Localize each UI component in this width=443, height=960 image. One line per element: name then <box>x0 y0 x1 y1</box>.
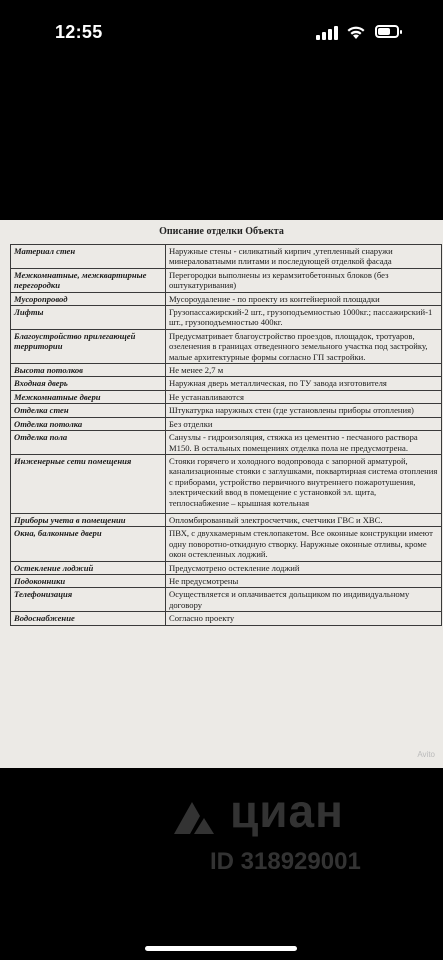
row-value: Грузопассажирский-2 шт., грузоподъемностью 1000кг.; пассажирский-1 шт., грузоподъемностью 400кг. <box>166 306 442 330</box>
row-value: Штукатурка наружных стен (где установлены приборы отопления) <box>166 404 442 417</box>
table-row <box>11 513 442 526</box>
table-row <box>11 377 442 390</box>
row-label: Межкомнатные двери <box>11 390 166 403</box>
row-label: Окна, балконные двери <box>11 527 166 561</box>
row-label: Инженерные сети помещения <box>11 454 166 513</box>
cellular-signal-icon <box>316 26 340 40</box>
row-value: Предусмотрено остекление лоджий <box>166 561 442 574</box>
table-row <box>11 574 442 587</box>
battery-icon <box>375 25 399 38</box>
cian-logo-icon <box>170 790 220 840</box>
table-row <box>11 245 442 269</box>
table-row <box>11 454 442 513</box>
status-bar <box>0 0 443 62</box>
row-value: Не устанавливаются <box>166 390 442 403</box>
avito-watermark: Avito <box>417 750 435 759</box>
row-value: Опломбированный электросчетчик, счетчики ГВС и ХВС. <box>166 513 442 526</box>
row-label: Водоснабжение <box>11 612 166 625</box>
document-title: Описание отделки Объекта <box>159 226 284 237</box>
clock: 12:55 <box>55 22 103 42</box>
row-label: Отделка потолка <box>11 417 166 430</box>
wifi-icon <box>346 24 366 40</box>
row-label: Межкомнатные, межквартирные перегородки <box>11 268 166 292</box>
row-value: Мусороудаление - по проекту из контейнерной площадки <box>166 292 442 305</box>
home-indicator[interactable] <box>145 946 297 951</box>
row-value: Без отделки <box>166 417 442 430</box>
table-row <box>11 561 442 574</box>
row-label: Высота потолков <box>11 364 166 377</box>
row-label: Отделка пола <box>11 431 166 455</box>
row-label: Благоустройство прилегающей территории <box>11 329 166 363</box>
row-label: Приборы учета в помещении <box>11 513 166 526</box>
finish-spec-table <box>10 244 442 626</box>
table-row <box>11 588 442 612</box>
row-label: Отделка стен <box>11 404 166 417</box>
row-label: Мусоропровод <box>11 292 166 305</box>
table-row <box>11 306 442 330</box>
table-row <box>11 527 442 561</box>
table-row <box>11 268 442 292</box>
table-row <box>11 612 442 625</box>
row-label: Входная дверь <box>11 377 166 390</box>
row-value: Наружные стены - силикатный кирпич ,утепленный снаружи минераловатными плитами и последующей отделкой фасада <box>166 245 442 269</box>
table-row <box>11 329 442 363</box>
row-value: Согласно проекту <box>166 612 442 625</box>
table-row <box>11 364 442 377</box>
row-value: ПВХ, с двухкамерным стеклопакетом. Все оконные конструкции имеют одну поворотно-откидную створку. Наружные оконные отливы, кроме окон остекленных лоджий. <box>166 527 442 561</box>
row-label: Телефонизация <box>11 588 166 612</box>
table-row <box>11 417 442 430</box>
document-photo[interactable] <box>0 220 443 768</box>
row-label: Подоконники <box>11 574 166 587</box>
row-value: Предусматривает благоустройство проездов, площадок, тротуаров, озеленения в границах отведенного земельного участка под застройку, малые архитектурные формы согласно ГП застройки. <box>166 329 442 363</box>
table-row <box>11 404 442 417</box>
cian-brand-text: циан <box>230 785 344 837</box>
row-value: Санузлы - гидроизоляция, стяжка из цементно - песчаного раствора М150. В остальных помещениях отделка пола не предусмотрена. <box>166 431 442 455</box>
row-value: Осуществляется и оплачивается дольщиком по индивидуальному договору <box>166 588 442 612</box>
table-row <box>11 390 442 403</box>
row-label: Материал стен <box>11 245 166 269</box>
row-value: Стояки горячего и холодного водопровода с запорной арматурой, канализационные стояки с заглушками, поквартирная система отопления с приборами, устройство первичного внутреннего пожаротушения, электрический ввод в помещение с установкой эл. щита, теплоснабжение – крышная котельная <box>166 454 442 513</box>
row-label: Лифты <box>11 306 166 330</box>
row-value: Перегородки выполнены из керамзитобетонных блоков (без оштукатуривания) <box>166 268 442 292</box>
listing-id-text: ID 318929001 <box>210 848 361 875</box>
row-value: Наружная дверь металлическая, по ТУ завода изготовителя <box>166 377 442 390</box>
table-row <box>11 431 442 455</box>
row-value: Не предусмотрены <box>166 574 442 587</box>
row-label: Остекление лоджий <box>11 561 166 574</box>
row-value: Не менее 2,7 м <box>166 364 442 377</box>
table-row <box>11 292 442 305</box>
